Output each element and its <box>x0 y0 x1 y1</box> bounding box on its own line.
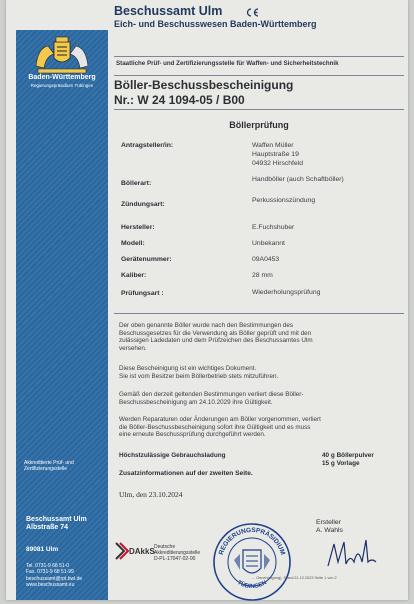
model-label: Modell: <box>121 240 145 247</box>
paragraph-line: Sie ist vom Besitzer beim Böllerbetrieb stets mitzuführen. <box>119 372 279 380</box>
authority-subtitle: Eich- und Beschusswesen Baden-Württemberg <box>114 19 317 29</box>
title-divider <box>114 109 404 110</box>
office-street: Albstraße 74 <box>26 524 69 531</box>
state-name: Baden-Württemberg <box>28 74 96 81</box>
paragraph-line: Der oben genannte Böller wurde nach den Bestimmungen des <box>119 322 293 329</box>
additional-info-note: Zusatzinformationen auf der zweiten Seite. <box>119 470 253 477</box>
paragraph-line: zulässigen Ladedaten und dem Prüfzeichen des Beschussamtes Ulm <box>119 337 313 345</box>
paragraph-line: Gemäß den derzeit geltenden Bestimmungen verliert diese Böller- <box>119 391 304 398</box>
eich-logo-icon <box>244 8 260 17</box>
header-divider <box>114 56 404 57</box>
office-zip: 89081 Ulm <box>26 546 59 553</box>
document-number: Nr.: W 24 1094-05 / B00 <box>114 93 245 107</box>
signer-role: Ersteller <box>316 519 341 526</box>
max-load-values <box>322 452 374 468</box>
maker-value: E.Fuchshuber <box>252 224 295 231</box>
type-label: Böllerart: <box>121 180 152 187</box>
ignition-value: Perkussionszündung <box>252 197 316 204</box>
accreditation-line-1: Akkreditierte Prüf- und <box>24 460 74 466</box>
office-contact <box>26 563 111 588</box>
serial-label: Gerätenummer: <box>121 256 172 263</box>
dakks-line: Akkreditierungsstelle <box>154 550 201 556</box>
applicant-label: Antragsteller/in: <box>121 142 174 149</box>
dakks-logo-icon <box>114 540 155 562</box>
dakks-line: D-PL-17047-02-00 <box>154 556 196 562</box>
paragraph-line: Werden Reparaturen oder Änderungen am Böller vorgenommen, verliert <box>119 416 321 423</box>
model-value: Unbekannt <box>252 240 285 247</box>
document-title: Böller-Beschussbescheinigung <box>114 78 294 92</box>
section-title: Böllerprüfung <box>229 120 289 130</box>
applicant-name: Waffen Müller <box>252 142 294 149</box>
accreditation-line-2: Zertifizierungsstelle <box>24 466 68 472</box>
ignition-label: Zündungsart: <box>121 201 165 208</box>
applicant-street: Hauptstraße 19 <box>252 151 299 158</box>
maker-label: Hersteller: <box>121 224 155 231</box>
serial-value: 09A0453 <box>252 256 280 263</box>
regional-council: Regierungspräsidium Tübingen <box>30 83 94 88</box>
office-name: Beschussamt Ulm <box>26 516 87 523</box>
caliber-label: Kaliber: <box>121 272 147 279</box>
place-and-date: Ulm, den 23.10.2024 <box>119 490 183 499</box>
load-wad: 15 g Vorlage <box>322 460 360 467</box>
paragraph-important <box>119 365 405 380</box>
footer-note: ... Genehmigung), Stand:21.12.2023 Seite 1 von 2 <box>252 576 337 580</box>
fields-divider <box>114 313 404 314</box>
paragraph-line: Beschussbescheinigung am 24.10.2029 ihre Gültigkeit. <box>119 398 273 406</box>
paragraph-line: die Böller-Beschussbescheinigung sofort ihre Gültigkeit und es muss <box>119 423 311 431</box>
applicant-city: 04932 Hirschfeld <box>252 160 304 167</box>
signer-name: A. Wahls <box>316 527 343 534</box>
dakks-info <box>154 544 200 562</box>
load-powder: 40 g Böllerpulver <box>322 452 374 459</box>
test-type-label: Prüfungsart : <box>121 290 164 297</box>
paragraph-approval <box>119 322 405 352</box>
office-address <box>26 516 106 532</box>
max-load-label: Höchstzulässige Gebrauchsladung <box>119 452 226 459</box>
office-phone: Tel. 0731-9 68 51-0 <box>26 563 70 569</box>
paragraph-repairs <box>119 416 405 439</box>
svg-text:DAkkS: DAkkS <box>129 547 155 556</box>
office-fax: Fax. 0731-9 68 51-99 <box>26 569 74 576</box>
dakks-line: Deutsche <box>154 544 176 550</box>
paragraph-line: Beschussgesetzes für die Verwendung als Böller geprüft und mit den <box>119 329 312 337</box>
official-stamp <box>210 520 294 604</box>
type-value: Handböller (auch Schaftböller) <box>252 176 344 183</box>
header-divider-2 <box>114 75 404 76</box>
sidebar <box>16 30 108 600</box>
authority-title: Beschussamt Ulm <box>114 4 223 18</box>
test-type-value: Wiederholungsprüfung <box>252 289 321 296</box>
paragraph-validity <box>119 391 405 406</box>
paragraph-line: versehen. <box>119 344 147 352</box>
office-email: beschussamt@rpt.bwl.de <box>26 575 83 582</box>
office-website: www.beschussamt.eu <box>26 581 75 588</box>
paragraph-line: Diese Bescheinigung ist ein wichtiges Dokument. <box>119 365 257 372</box>
caliber-value: 28 mm <box>252 272 273 279</box>
authority-description: Staatliche Prüf- und Zertifizierungsstelle für Waffen- und Sicherheitstechnik <box>116 60 339 67</box>
svg-text:TÜBINGEN: TÜBINGEN <box>236 579 268 591</box>
accreditation-note <box>24 460 104 472</box>
handwritten-signature <box>324 532 380 572</box>
certificate-page <box>6 0 408 600</box>
paragraph-line: eine erneute Beschussprüfung durchgeführt werden. <box>119 431 266 439</box>
svg-text:REGIERUNGSPRÄSIDIUM: REGIERUNGSPRÄSIDIUM <box>217 526 287 556</box>
